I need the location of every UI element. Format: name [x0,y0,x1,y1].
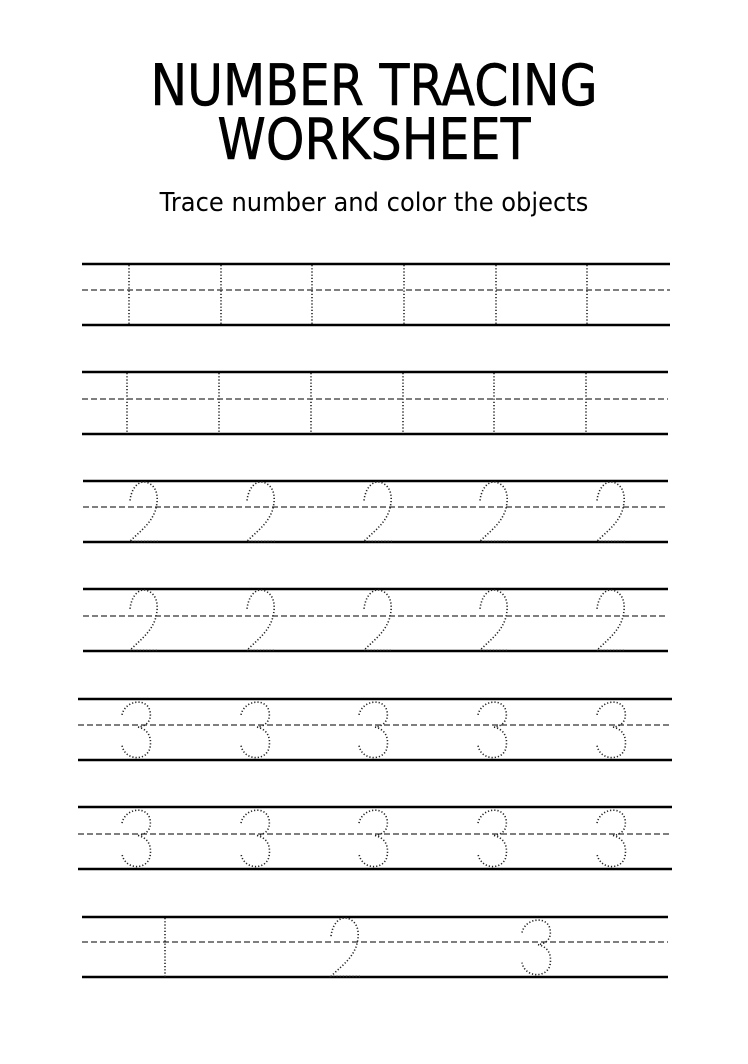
worksheet-instructions: Trace number and color the objects [159,188,589,218]
title-text-1: NUMBER TRACING [150,53,598,119]
tracing-row-4 [83,589,668,651]
tracing-row-1 [82,264,670,325]
trace-digit-3[interactable] [122,702,151,757]
trace-digit-2[interactable] [597,590,626,650]
tracing-row-5 [78,699,672,760]
trace-digit-3[interactable] [359,810,388,866]
trace-digit-2[interactable] [364,590,393,650]
title-text-2: WORKSHEET [217,107,531,173]
trace-digit-3[interactable] [597,702,626,757]
trace-digit-3[interactable] [597,810,626,866]
tracing-row-7 [82,917,668,977]
trace-digit-2[interactable] [480,590,509,650]
trace-digit-2[interactable] [480,482,509,541]
trace-digit-2[interactable] [247,590,276,650]
tracing-row-6 [78,807,672,869]
tracing-row-2 [82,372,668,434]
trace-digit-3[interactable] [241,810,270,866]
trace-digit-2[interactable] [130,590,159,650]
trace-digit-3[interactable] [122,810,151,866]
trace-digit-3[interactable] [359,702,388,757]
tracing-row-3 [83,481,668,542]
trace-digit-3[interactable] [478,810,507,866]
trace-digit-2[interactable] [597,482,626,541]
trace-digit-2[interactable] [130,482,159,541]
trace-digit-3[interactable] [522,920,551,975]
trace-digit-2[interactable] [331,918,360,976]
trace-digit-3[interactable] [241,702,270,757]
trace-digit-2[interactable] [247,482,276,541]
trace-digit-2[interactable] [364,482,393,541]
trace-digit-3[interactable] [478,702,507,757]
